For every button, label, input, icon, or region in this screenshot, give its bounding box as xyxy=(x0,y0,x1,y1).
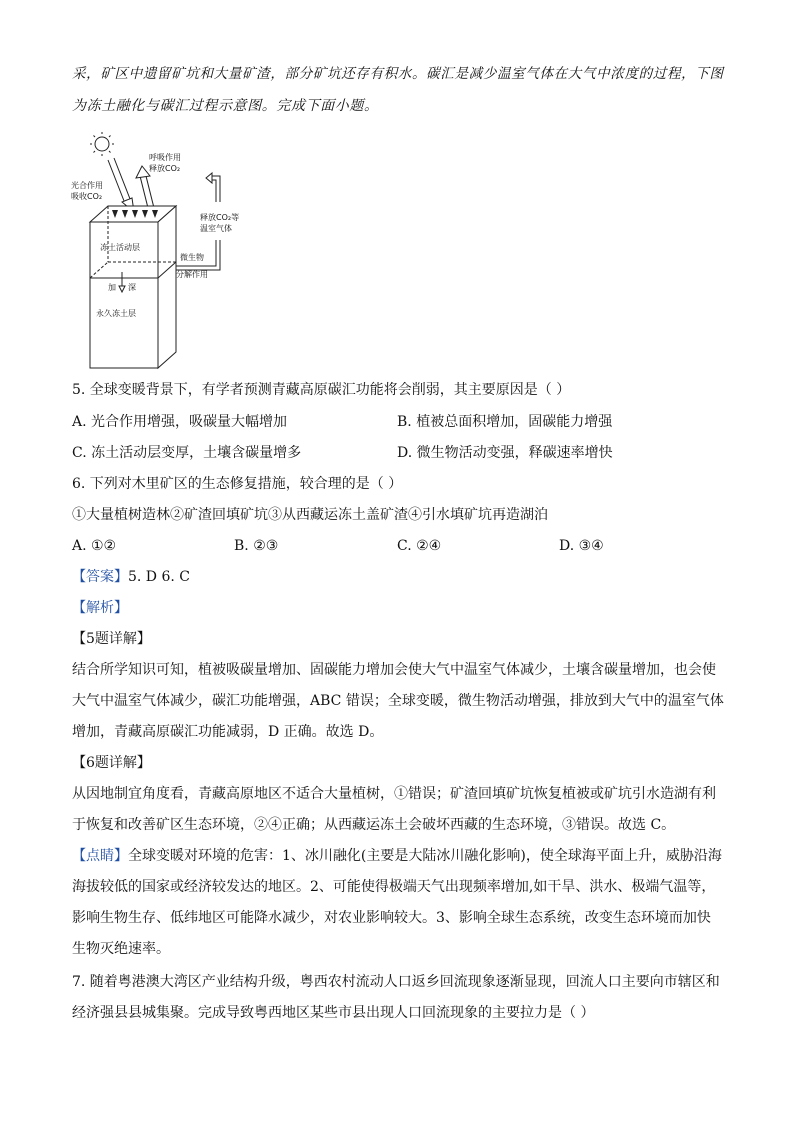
deepen-label-2: 深 xyxy=(128,283,136,292)
q7-line-1: 7. 随着粤港澳大湾区产业结构升级，粤西农村流动人口返乡回流现象逐渐显现，回流人口主要向市辖区和 xyxy=(72,974,720,990)
q6-option-d: D. ③④ xyxy=(559,538,604,554)
detail6-line-2: 于恢复和改善矿区生态环境，②④正确；从西藏运冻土会破坏西藏的生态环境，③错误。故选 C。 xyxy=(72,817,676,833)
photosynthesis-arrow xyxy=(108,158,134,212)
answer-text: 5. D 6. C xyxy=(128,569,191,585)
q5-stem: 5. 全球变暖背景下，有学者预测青藏高原碳汇功能将会削弱，其主要原因是（ ） xyxy=(72,382,571,398)
q6-option-b: B. ②③ xyxy=(234,538,279,554)
photosynthesis-label-2: 吸收CO₂ xyxy=(71,192,103,201)
q6-option-a: A. ①② xyxy=(72,538,117,554)
permafrost-label: 永久冻土层 xyxy=(96,309,136,318)
detail5-line-1: 结合所学知识可知，植被吸碳量增加、固碳能力增加会使大气中温室气体减少，土壤含碳量增加，也会使 xyxy=(72,662,716,678)
detail5-line-2: 大气中温室气体减少，碳汇功能增强，ABC 错误；全球变暖，微生物活动增强，排放到大气中的温室气体 xyxy=(72,693,724,709)
detail6-title: 【6题详解】 xyxy=(72,755,151,771)
sun-icon xyxy=(90,132,114,156)
q6-measures: ①大量植树造林②矿渣回填矿坑③从西藏运冻土盖矿渣④引水填矿坑再造湖泊 xyxy=(72,507,548,523)
active-layer-label: 冻土活动层 xyxy=(100,243,140,252)
q6-option-c: C. ②④ xyxy=(397,538,442,554)
release-label-2: 温室气体 xyxy=(200,224,232,233)
q7-line-2: 经济强县县城集聚。完成导致粤西地区某些市县出现人口回流现象的主要拉力是（ ） xyxy=(72,1005,595,1021)
intro-line-1: 采，矿区中遗留矿坑和大量矿渣，部分矿坑还存有积水。碳汇是减少温室气体在大气中浓度的过程，下图 xyxy=(72,66,724,82)
respiration-label-2: 释放CO₂ xyxy=(149,164,181,173)
detail5-title: 【5题详解】 xyxy=(72,631,151,647)
detail6-line-1: 从因地制宜角度看，青藏高原地区不适合大量植树，①错误；矿渣回填矿坑恢复植被或矿坑引水造湖有利 xyxy=(72,786,716,802)
q5-option-c: C. 冻土活动层变厚，土壤含碳量增多 xyxy=(72,445,302,461)
q5-option-d: D. 微生物活动变强，释碳速率增快 xyxy=(397,445,613,461)
analysis-tag: 【解析】 xyxy=(72,600,128,616)
note-line-3: 影响生物生存、低纬地区可能降水减少，对农业影响较大。3、影响全球生态系统，改变生态环境而加快 xyxy=(72,910,711,926)
deepen-label-1: 加 xyxy=(108,283,116,292)
note-tag: 【点睛】 xyxy=(72,848,128,864)
q5-option-b: B. 植被总面积增加，固碳能力增强 xyxy=(397,414,613,430)
decompose-label: 分解作用 xyxy=(176,270,208,279)
permafrost-carbon-diagram xyxy=(66,126,266,374)
microbe-label: 微生物 xyxy=(180,253,204,262)
note-line-1 xyxy=(72,846,722,866)
release-label-1: 释放CO₂等 xyxy=(200,213,240,222)
answer-tag: 【答案】 xyxy=(72,569,128,585)
note-first: 全球变暖对环境的危害：1、冰川融化(主要是大陆冰川融化影响)，使全球海平面上升，威胁沿海 xyxy=(128,848,722,864)
intro-line-2: 为冻土融化与碳汇过程示意图。完成下面小题。 xyxy=(72,98,379,114)
box-right-face xyxy=(158,206,176,368)
q5-option-a: A. 光合作用增强，吸碳量大幅增加 xyxy=(72,414,288,430)
respiration-label-1: 呼吸作用 xyxy=(149,153,181,162)
q6-stem: 6. 下列对木里矿区的生态修复措施，较合理的是（ ） xyxy=(72,476,403,492)
note-line-2: 海拔较低的国家或经济较发达的地区。2、可能使得极端天气出现频率增加,如干旱、洪水、极端气温等， xyxy=(72,879,716,895)
photosynthesis-label-1: 光合作用 xyxy=(71,181,103,190)
detail5-line-3: 增加，青藏高原碳汇功能减弱，D 正确。故选 D。 xyxy=(72,724,384,740)
answer-line xyxy=(72,567,190,587)
note-line-4: 生物灭绝速率。 xyxy=(72,941,170,957)
